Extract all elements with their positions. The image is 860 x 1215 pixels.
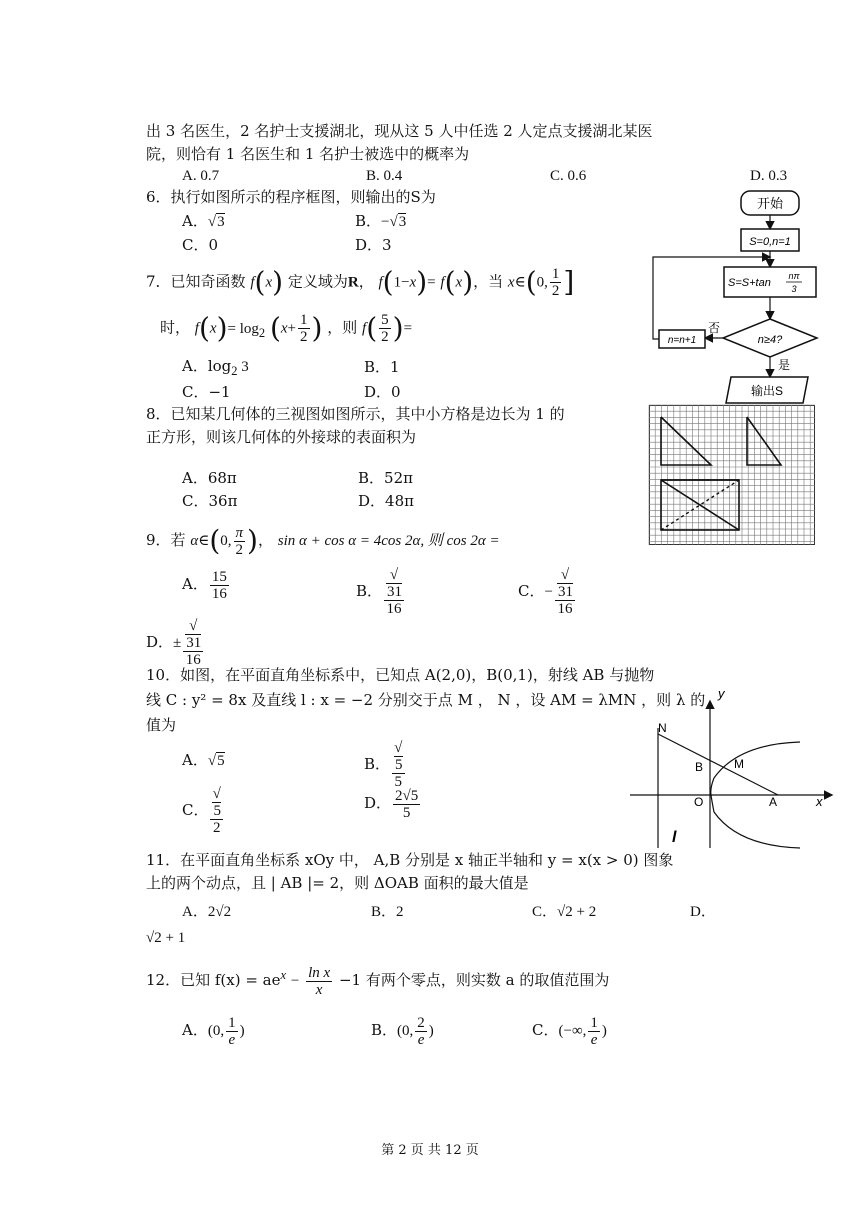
q5-stem-line2: 院，则恰有 1 名医生和 1 名护士被选中的概率为 <box>146 145 470 163</box>
q12-option-b: B．(0, $\frac{2}{e}$ ) <box>371 1014 434 1048</box>
line-l-label: l <box>672 829 677 846</box>
q5-stem-line1: 出 3 名医生，2 名护士支援湖北，现从这 5 人中任选 2 人定点支援湖北某医 <box>146 122 653 140</box>
flow-output-text: 输出S <box>750 384 784 398</box>
point-m-label: M <box>734 757 744 771</box>
q10-stem-line1: 10．如图，在平面直角坐标系中，已知点 A(2,0)，B(0,1)，射线 AB 与抛物 <box>146 666 655 684</box>
page-footer: 第 2 页 共 12 页 <box>381 1143 479 1158</box>
q7-option-d: D．0 <box>364 383 401 401</box>
flow-init-text: S=0,n=1 <box>749 236 791 248</box>
q10-option-b: B． √ 5 5 <box>364 740 403 790</box>
q9-stem: 9．若 α∈(0, $\frac{\pi}{2}$ )， sin α + cos α = 4cos 2α, 则 cos 2α = <box>146 524 500 558</box>
flow-incr-text: n=n+1 <box>667 335 697 346</box>
q11-stem-line2: 上的两个动点，且 | AB |= 2，则 ΔOAB 面积的最大值是 <box>146 874 529 892</box>
q10-stem-line2: 线 C : y² = 8x 及直线 l : x = −2 分别交于点 M ， N ，设 AM = λMN ，则 λ 的 <box>146 691 706 709</box>
flow-start-text: 开始 <box>756 196 784 211</box>
q8-stem-line2: 正方形，则该几何体的外接球的表面积为 <box>146 428 417 446</box>
q8-stem-line1: 8．已知某几何体的三视图如图所示，其中小方格是边长为 1 的 <box>146 405 565 423</box>
q7-option-c: C．−1 <box>182 383 231 401</box>
q12-option-c: C．(−∞, $\frac{1}{e}$ ) <box>532 1014 607 1048</box>
program-flowchart <box>650 185 822 407</box>
q9-option-d: D．± √ 31 16 <box>146 618 202 668</box>
q11-option-b: B．2 <box>371 904 404 920</box>
q7-stem-line1: 7．已知奇函数 f(x) 定义域为R， f(1−x)= f(x)，当 x∈(0, $\frac{1}{2}$ ] <box>146 265 575 299</box>
parabola-coordinate-figure <box>628 686 838 850</box>
q7-stem-line2: 时， $f(x)= \log_2 (x+$ $\frac{1}{2}$ ) ，则 f( $\frac{5}{2}$ )= <box>160 311 413 345</box>
three-view-grid-figure <box>649 405 815 545</box>
q6-option-d: D．3 <box>355 236 392 254</box>
flow-condition-text: n≥4? <box>757 334 783 346</box>
q8-option-a: A．68π <box>182 469 237 487</box>
q5-option-d: D. 0.3 <box>750 168 788 184</box>
q6-option-c: C．0 <box>182 236 219 254</box>
q11-option-d-value: √2 + 1 <box>146 930 186 946</box>
flow-yes-label: 是 <box>778 358 791 372</box>
flow-update-num: nπ <box>788 271 800 281</box>
q6-option-a: A．√3 <box>182 212 225 230</box>
flow-no-label: 否 <box>708 321 721 335</box>
q10-option-d: D． $\frac{2√5}{5}$ <box>364 787 419 821</box>
point-a-label: A <box>769 795 778 809</box>
q6-option-b: B．−√3 <box>355 212 407 230</box>
x-axis-label: x <box>816 794 823 809</box>
q11-option-c: C．√2 + 2 <box>532 904 597 920</box>
q11-option-d: D． <box>690 904 716 920</box>
q10-option-c: C． √ 5 2 <box>182 786 221 836</box>
origin-label: O <box>694 795 704 809</box>
q9-option-c: C．− √ 31 16 <box>518 567 573 617</box>
q12-stem: 12．已知 $f(x) = ae^x$ − $\frac{\text{ln x}}{x}$ −1 有两个零点，则实数 a 的取值范围为 <box>146 964 610 998</box>
q8-option-c: C．36π <box>182 492 238 510</box>
q5-option-c: C. 0.6 <box>550 168 587 184</box>
q6-stem: 6．执行如图所示的程序框图，则输出的S为 <box>146 188 436 206</box>
q7-option-a: A．$\log_2 3$ <box>182 357 249 378</box>
y-axis-label: y <box>718 686 725 701</box>
q9-option-a: A． $\frac{15}{16}$ <box>182 568 227 602</box>
point-b-label: B <box>695 760 704 774</box>
q11-stem-line1: 11．在平面直角坐标系 xOy 中， A,B 分别是 x 轴正半轴和 y = x(x > 0) 图象 <box>146 851 674 869</box>
flow-update-text: S=S+tan <box>728 277 771 289</box>
q8-option-b: B．52π <box>358 469 413 487</box>
point-n-label: N <box>658 721 667 735</box>
flow-update-den: 3 <box>791 284 797 294</box>
q8-option-d: D．48π <box>358 492 414 510</box>
ray-ab <box>658 734 778 795</box>
q5-option-b: B. 0.4 <box>366 168 403 184</box>
q7-option-b: B．1 <box>364 358 400 376</box>
q11-option-a: A．2√2 <box>182 904 232 920</box>
q12-option-a: A．(0, $\frac{1}{e}$ ) <box>182 1014 245 1048</box>
q10-stem-line3: 值为 <box>146 716 177 734</box>
q9-option-b: B． √ 31 16 <box>356 567 403 617</box>
q5-option-a: A. 0.7 <box>182 168 220 184</box>
q10-option-a: A．√5 <box>182 751 225 769</box>
